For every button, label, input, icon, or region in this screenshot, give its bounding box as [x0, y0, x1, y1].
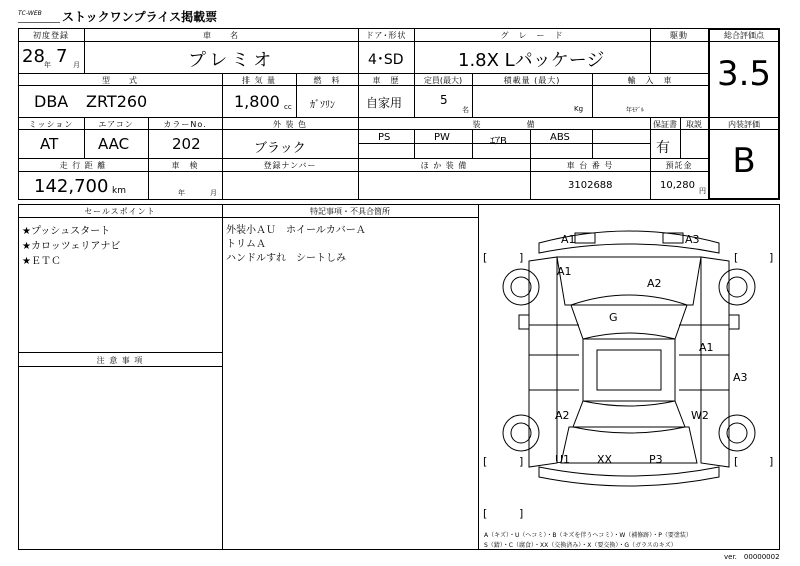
- note-line: 外装小ＡＵ ホイールカバーＡ: [226, 225, 366, 236]
- label-model: 型 式: [102, 76, 138, 85]
- label-car-name: 車 名: [203, 31, 239, 40]
- recycle-unit: 円: [699, 187, 706, 195]
- door-value: 4･SD: [368, 52, 404, 68]
- label-history: 車 歴: [372, 76, 400, 85]
- label-plate: 登録ナンバー: [263, 161, 317, 170]
- legend-line: S（錆）・C（腐食）・XX（交換済み）・X（要交換）・G（ガラスのキズ）: [484, 542, 677, 549]
- mark-side-right: A3: [733, 371, 748, 384]
- recycle-value: 10,280: [660, 180, 695, 191]
- overall-score: 3.5: [716, 54, 772, 94]
- label-import: 輸 入 車: [627, 76, 673, 85]
- color-no-value: 202: [172, 135, 201, 153]
- mileage-unit: km: [112, 186, 126, 196]
- label-load: 積載量 (最大): [503, 76, 561, 85]
- label-interior: 内装評価: [728, 120, 760, 129]
- label-inspection: 車 検: [171, 161, 199, 170]
- sales-item: ★プッシュスタート: [22, 226, 111, 237]
- label-other-equipment: ほ か 装 備: [420, 161, 468, 170]
- mark-windshield: G: [609, 311, 618, 324]
- mark-rear-door-left: A2: [555, 409, 570, 422]
- version-label: ver. 00000002: [724, 553, 780, 561]
- reg-month: 7: [56, 46, 68, 67]
- mark-front-fender-left: A1: [557, 265, 572, 278]
- history-value: 自家用: [366, 96, 403, 110]
- label-notes: 特記事項・不具合箇所: [310, 207, 390, 216]
- equipment-pw: PW: [434, 132, 450, 143]
- label-capacity: 定員(最大): [423, 76, 463, 85]
- displacement-unit: cc: [284, 103, 292, 111]
- mark-front-bumper-right: A3: [685, 233, 700, 246]
- mark-hood: A2: [647, 277, 662, 290]
- legend-line: A（キズ）・U（ヘコミ）・B（キズを伴うヘコミ）・W（補修跡）・P（要塗装）: [484, 532, 692, 539]
- bracket-open: [: [734, 251, 739, 264]
- label-mileage: 走 行 距 離: [59, 161, 107, 170]
- label-fuel: 燃 料: [313, 76, 341, 85]
- capacity-unit: 名: [462, 106, 469, 114]
- label-mission: ミッション: [28, 120, 74, 129]
- car-damage-diagram: [479, 205, 779, 525]
- exterior-color-value: ブラック: [254, 141, 306, 156]
- inspection-year: 年: [178, 189, 185, 197]
- note-line: ハンドルすれ シートしみ: [226, 253, 346, 264]
- mileage-value: 142,700: [34, 176, 109, 197]
- model-prefix: DBA: [34, 92, 69, 111]
- bracket-close: ]: [769, 251, 774, 264]
- import-year: 年ﾓﾃﾞﾙ: [626, 107, 645, 114]
- reg-year-unit: 年: [44, 61, 51, 69]
- load-unit: Kg: [574, 105, 584, 113]
- aircon-value: AAC: [98, 135, 130, 153]
- equipment-airbag: ｴｱB: [490, 136, 507, 147]
- label-first-reg: 初度登録: [33, 31, 69, 40]
- mark-rear-fender-left: U1: [555, 453, 571, 466]
- label-displacement: 排 気 量: [241, 76, 277, 85]
- label-overall: 総合評価点: [724, 31, 764, 40]
- inspection-month: 月: [210, 189, 217, 197]
- label-door: ドア･形状: [365, 31, 407, 40]
- mark-front-bumper-left: A1: [561, 233, 576, 246]
- displacement-value: 1,800: [234, 92, 280, 111]
- label-warranty: 保証書: [653, 120, 677, 129]
- fuel-value: ｶﾞｿﾘﾝ: [310, 100, 335, 111]
- capacity-value: 5: [440, 93, 448, 107]
- label-equipment: 装 備: [472, 120, 536, 129]
- equipment-abs: ABS: [550, 132, 570, 143]
- sales-item: ★カロッツェリアナビ: [22, 241, 121, 252]
- label-manual: 取説: [686, 120, 702, 129]
- equipment-ps: PS: [378, 132, 391, 143]
- mark-trunk: XX: [597, 453, 613, 466]
- mark-front-door-right: A1: [699, 341, 714, 354]
- reg-year: 28: [22, 46, 45, 67]
- label-caution: 注 意 事 項: [96, 356, 144, 365]
- sales-item: ★ＥＴＣ: [22, 256, 61, 267]
- bracket-open: [: [483, 251, 488, 264]
- label-sales-points: セールスポイント: [84, 207, 156, 216]
- chassis-value: 3102688: [568, 180, 613, 191]
- bracket-open: [: [483, 455, 488, 468]
- label-drive: 駆動: [670, 31, 688, 40]
- mark-rear-bumper: P3: [649, 453, 663, 466]
- label-aircon: エアコン: [98, 120, 134, 129]
- reg-month-unit: 月: [73, 61, 80, 69]
- spec-table: [18, 28, 710, 200]
- page-title: ストックワンプライス掲載票: [62, 10, 218, 24]
- label-exterior-color: 外 装 色: [272, 120, 308, 129]
- mark-rear-door-right: W2: [691, 409, 709, 422]
- model-value: ZRT260: [86, 92, 148, 111]
- bracket-close: ]: [519, 251, 524, 264]
- car-name-value: プレミオ: [188, 50, 276, 71]
- label-grade: グ レ ー ド: [500, 31, 564, 40]
- bracket-close: ]: [769, 455, 774, 468]
- mission-value: AT: [40, 135, 59, 153]
- interior-score: B: [732, 141, 756, 181]
- logo: [18, 10, 60, 23]
- bracket-open: [: [734, 455, 739, 468]
- bracket-close: ]: [519, 455, 524, 468]
- logo-text: TC-WEB: [18, 10, 42, 17]
- warranty-value: 有: [656, 140, 670, 156]
- grade-value: 1.8X Lパッケージ: [458, 50, 605, 71]
- bracket-close: ]: [519, 507, 524, 520]
- label-color-no: カラーNo.: [163, 120, 207, 129]
- bracket-open: [: [483, 507, 488, 520]
- label-chassis: 車 台 番 号: [566, 161, 614, 170]
- note-line: トリムＡ: [226, 239, 266, 250]
- label-recycle: 預託金: [665, 161, 693, 170]
